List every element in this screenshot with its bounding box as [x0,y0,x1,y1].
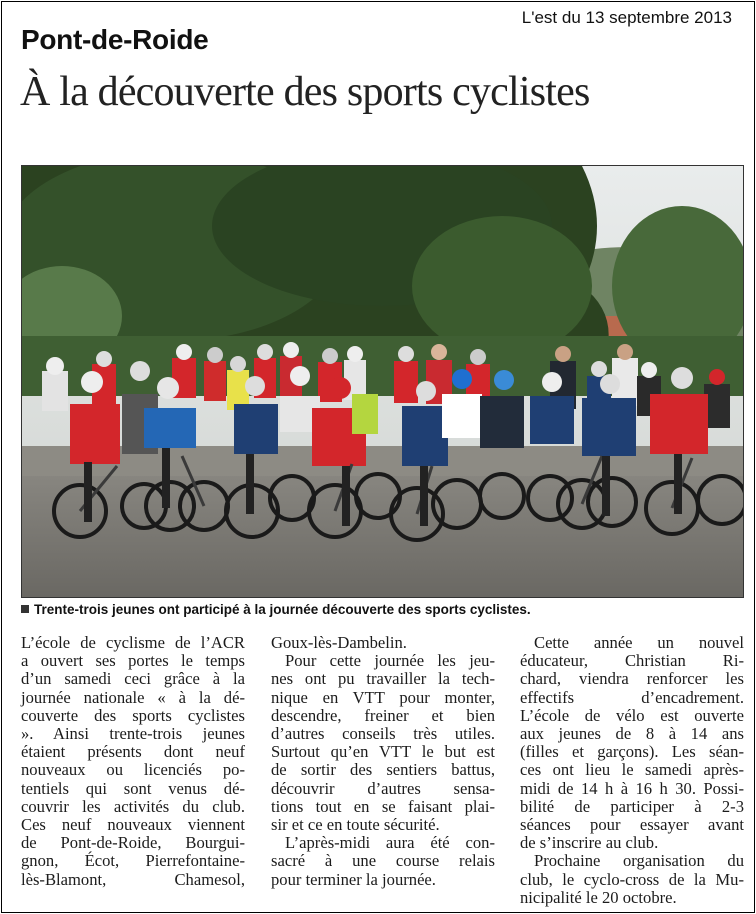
article-kicker: Pont-de-Roide [21,24,209,55]
text-line: ». Ainsi trente-trois jeunes [21,724,245,744]
text-line: tentiels qui sont venus dé- [21,778,245,798]
text-line: d’autres conseils très utiles. [271,724,495,744]
text-line: effectifs d’encadrement. [520,687,744,707]
text-line: L’après-midi aura été con- [285,833,495,853]
caption-bullet-icon [21,605,29,613]
text-line: aux jeunes de 8 à 14 ans [520,724,744,744]
text-line: tions tout en se faisant plai- [271,796,495,816]
text-line: couverte des sports cyclistes [21,705,245,725]
text-line: nouveaux ou licenciés po- [21,760,245,780]
text-line: L’école de vélo est ouverte [520,705,744,725]
text-line: L’école de cyclisme de l’ACR [21,633,245,652]
text-line: nes ont pu travailler la tech- [271,669,495,689]
text-line: couvrir les activités du club. [21,796,245,816]
text-line: club, le cyclo-cross de la Mu- [520,869,744,889]
text-line: de Pont-de-Roide, Bourgui- [21,833,245,853]
article-column-3 [520,634,744,907]
article-column-2 [271,634,495,889]
text-line: étaient présents dont neuf [21,742,245,762]
article-photo [21,165,744,598]
text-line: Prochaine organisation du [534,851,744,871]
photo-caption: Trente-trois jeunes ont participé à la journée découverte des sports cyclistes. [21,602,531,617]
text-line: de s’inscrire au club. [520,833,659,853]
text-line: Cette année un nouvel [534,633,744,652]
text-line: midi de 14 h à 16 h 30. Possi- [520,778,744,798]
source-date: L'est du 13 septembre 2013 [521,8,732,27]
text-line: sir et ce en toute sécurité. [271,815,440,835]
text-line: a ouvert ses portes le temps [21,651,245,671]
text-line: découvrir d’autres sensa- [271,778,495,798]
text-line: de sortir des sentiers battus, [271,760,495,780]
text-line: Goux-lès-Dambelin. [271,633,407,652]
text-line: nique en VTT pour monter, [271,687,495,707]
text-line: chard, viendra renforcer les [520,669,744,689]
text-line: Ces neuf nouveaux viennent [21,815,245,835]
text-line: gnon, Écot, Pierrefontaine- [21,851,245,871]
text-line: d’un samedi ceci grâce à la [21,669,245,689]
text-line: séances pour essayer avant [520,815,744,835]
text-line: pour terminer la journée. [271,869,436,889]
text-line: (filles et garçons). Les séan- [520,742,744,762]
text-line: Surtout qu’en VTT le but est [271,742,495,762]
text-line: Pour cette journée les jeu- [285,651,495,671]
text-line: éducateur, Christian Ri- [520,651,744,671]
article-column-1 [21,634,245,889]
text-line: ces ont lieu le samedi après- [520,760,744,780]
text-line: lès-Blamont, Chamesol, [21,869,245,889]
text-line: nicipalité le 20 octobre. [520,887,677,907]
text-line: bilité de participer à 2-3 [520,796,744,816]
article-headline: À la découverte des sports cyclistes [20,69,590,115]
text-line: descendre, freiner et bien [271,705,495,725]
text-line: journée nationale « à la dé- [21,687,245,707]
text-line: sacré à une course relais [271,851,495,871]
newspaper-clipping [1,1,755,913]
